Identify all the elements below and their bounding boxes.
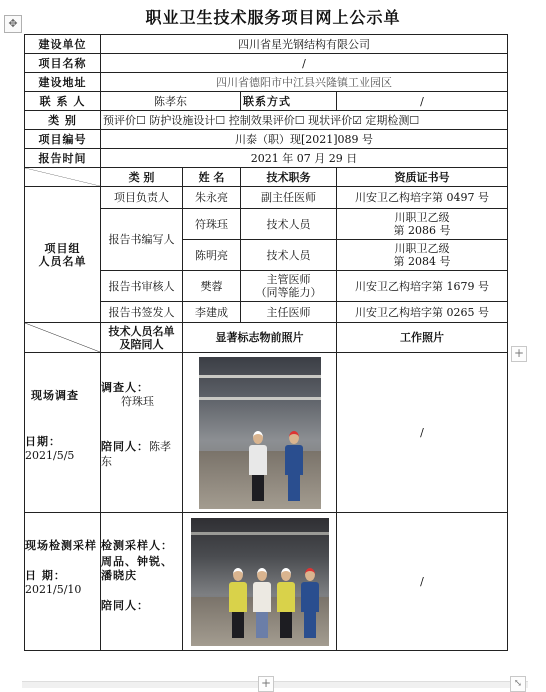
survey-date: 2021/5/5 bbox=[25, 449, 75, 462]
team-name: 樊蓉 bbox=[183, 271, 241, 302]
report-time-label: 报告时间 bbox=[25, 149, 101, 168]
survey-escort bbox=[101, 439, 181, 469]
row-project-no bbox=[25, 130, 508, 149]
investigator-name: 符珠珏 bbox=[121, 395, 154, 408]
move-handle-icon[interactable]: ✥ bbox=[4, 15, 22, 33]
sampling-landmark-photo bbox=[191, 518, 329, 646]
team-role: 报告书编写人 bbox=[101, 209, 183, 271]
horizontal-scrollbar[interactable] bbox=[22, 681, 528, 688]
sampling-date-label: 日 期： bbox=[25, 569, 66, 582]
address-value: 四川省德阳市中江县兴隆镇工业园区 bbox=[101, 73, 508, 92]
report-time-value: 2021 年 07 月 29 日 bbox=[101, 149, 508, 168]
category-value: 预评价☐ 防护设施设计☐ 控制效果评价☐ 现状评价☑ 定期检测☐ bbox=[101, 111, 508, 130]
survey-escort-name: 陈孝东 bbox=[101, 440, 171, 468]
row-report-time bbox=[25, 149, 508, 168]
sampling-work-photo: / bbox=[337, 513, 508, 651]
address-label: 建设地址 bbox=[25, 73, 101, 92]
team-title: 技术人员 bbox=[241, 209, 337, 240]
page-title: 职业卫生技术服务项目网上公示单 bbox=[145, 8, 401, 27]
team-cert: 川安卫乙构培字第 1679 号 bbox=[337, 271, 508, 302]
sampling-label: 现场检测采样 bbox=[25, 539, 97, 552]
diagonal-cell bbox=[25, 168, 101, 187]
diagonal-cell bbox=[25, 323, 101, 353]
project-no-label: 项目编号 bbox=[25, 130, 101, 149]
team-name: 陈明亮 bbox=[183, 240, 241, 271]
contact-method-value: / bbox=[337, 92, 508, 111]
personnel-header: 技术人员名单 及陪同人 bbox=[101, 323, 183, 353]
team-title: 副主任医师 bbox=[241, 187, 337, 209]
sampling-landmark-photo-cell bbox=[183, 513, 337, 651]
unit-label: 建设单位 bbox=[25, 35, 101, 54]
sampling-row bbox=[25, 513, 508, 651]
table-row bbox=[25, 187, 508, 209]
survey-escort-label: 陪同人： bbox=[101, 440, 149, 453]
row-unit bbox=[25, 35, 508, 54]
team-header-title: 技术职务 bbox=[241, 168, 337, 187]
survey-row bbox=[25, 353, 508, 513]
team-header-name: 姓 名 bbox=[183, 168, 241, 187]
work-photo-header: 工作照片 bbox=[337, 323, 508, 353]
survey-people-cell bbox=[101, 353, 183, 513]
photo-header-row bbox=[25, 323, 508, 353]
sampling-people-cell bbox=[101, 513, 183, 651]
team-title: 技术人员 bbox=[241, 240, 337, 271]
sampling-date: 2021/5/10 bbox=[25, 583, 82, 596]
contact-label: 联 系 人 bbox=[25, 92, 101, 111]
team-header-role: 类 别 bbox=[101, 168, 183, 187]
landmark-photo-header: 显著标志物前照片 bbox=[183, 323, 337, 353]
team-role: 项目负责人 bbox=[101, 187, 183, 209]
row-contact bbox=[25, 92, 508, 111]
survey-date-label: 日期： bbox=[25, 435, 61, 448]
project-name-label: 项目名称 bbox=[25, 54, 101, 73]
sampling-label-cell bbox=[25, 513, 101, 651]
team-title: 主任医师 bbox=[241, 302, 337, 323]
team-header-cert: 资质证书号 bbox=[337, 168, 508, 187]
sampler-names: 周品、钟锐、潘晓庆 bbox=[101, 555, 173, 582]
team-header-row bbox=[25, 168, 508, 187]
team-role: 报告书审核人 bbox=[101, 271, 183, 302]
category-label: 类 别 bbox=[25, 111, 101, 130]
survey-landmark-photo bbox=[199, 357, 321, 509]
team-cert: 川职卫乙级 第 2086 号 bbox=[337, 209, 508, 240]
resize-icon[interactable]: ⤡ bbox=[510, 676, 526, 692]
survey-label: 现场调查 bbox=[31, 389, 79, 402]
row-project-name bbox=[25, 54, 508, 73]
team-title: 主管医师 （同等能力） bbox=[241, 271, 337, 302]
team-name: 李建成 bbox=[183, 302, 241, 323]
publicity-table bbox=[24, 34, 508, 651]
sampling-escort-label: 陪同人： bbox=[101, 599, 149, 612]
add-column-plus-icon[interactable]: + bbox=[511, 346, 527, 362]
contact-method-label: 联系方式 bbox=[241, 92, 337, 111]
add-row-plus-icon[interactable]: + bbox=[258, 676, 274, 692]
survey-work-photo: / bbox=[337, 353, 508, 513]
sampler-label: 检测采样人： bbox=[101, 539, 173, 552]
contact-value: 陈孝东 bbox=[101, 92, 241, 111]
team-role: 报告书签发人 bbox=[101, 302, 183, 323]
team-name: 符珠珏 bbox=[183, 209, 241, 240]
project-name-value: / bbox=[101, 54, 508, 73]
row-address bbox=[25, 73, 508, 92]
team-cert: 川安卫乙构培字第 0497 号 bbox=[337, 187, 508, 209]
team-name: 朱永亮 bbox=[183, 187, 241, 209]
unit-value: 四川省星光钢结构有限公司 bbox=[101, 35, 508, 54]
team-cert: 川职卫乙级 第 2084 号 bbox=[337, 240, 508, 271]
survey-landmark-photo-cell bbox=[183, 353, 337, 513]
project-no-value: 川泰（职）现[2021]089 号 bbox=[101, 130, 508, 149]
team-label: 项目组 人员名单 bbox=[25, 187, 101, 323]
survey-label-cell bbox=[25, 353, 101, 513]
row-category bbox=[25, 111, 508, 130]
investigator-label: 调查人： bbox=[101, 381, 149, 394]
team-cert: 川安卫乙构培字第 0265 号 bbox=[337, 302, 508, 323]
